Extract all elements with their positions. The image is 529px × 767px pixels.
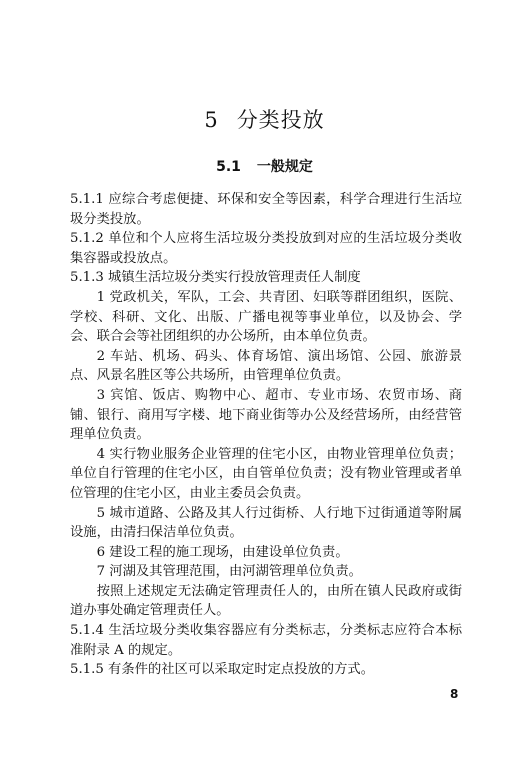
clause-5-1-2: 5.1.2 单位和个人应将生活垃圾分类投放到对应的生活垃圾分类收集容器或投放点。	[70, 231, 462, 266]
clause-5-1-1: 5.1.1 应综合考虑便捷、环保和安全等因素，科学合理进行生活垃圾分类投放。	[70, 192, 462, 227]
clause-5-1-3-item-7: 7 河湖及其管理范围，由河湖管理单位负责。	[96, 564, 362, 580]
chapter-title: 分类投放	[236, 108, 325, 132]
clause-5-1-4: 5.1.4 生活垃圾分类收集容器应有分类标志，分类标志应符合本标准附录 A 的规定。	[70, 623, 462, 658]
section-heading	[0, 156, 529, 176]
section-title: 一般规定	[256, 159, 313, 175]
clause-5-1-3-item-2: 2 车站、机场、码头、体育场馆、演出场馆、公园、旅游景点、风景名胜区等公共场所，由管理单位负责。	[70, 348, 462, 384]
clause-5-1-3-item-1: 1 党政机关，军队，工会、共青团、妇联等群团组织，医院、学校、科研、文化、出版、广播电视等事业单位，以及协会、学会、联合会等社团组织的办公场所，由本单位负责。	[70, 289, 462, 345]
section-number: 5.1	[216, 159, 241, 175]
clause-5-1-3-item-3: 3 宾馆、饭店、购物中心、超市、专业市场、农贸市场、商铺、银行、商用写字楼、地下商业街等办公及经营场所，由经营管理单位负责。	[70, 387, 462, 443]
clause-5-1-3: 5.1.3 城镇生活垃圾分类实行投放管理责任人制度	[70, 270, 361, 286]
page-number: 8	[450, 687, 459, 701]
clause-5-1-3-item-6: 6 建设工程的施工现场，由建设单位负责。	[96, 544, 349, 560]
clause-5-1-5: 5.1.5 有条件的社区可以采取定时定点投放的方式。	[70, 662, 374, 678]
clause-5-1-3-item-4: 4 实行物业服务企业管理的住宅小区，由物业管理单位负责；单位自行管理的住宅小区，由自管单位负责；没有物业管理或者单位管理的住宅小区，由业主委员会负责。	[70, 446, 462, 501]
clause-5-1-3-fallback: 按照上述规定无法确定管理责任人的，由所在镇人民政府或街道办事处确定管理责任人。	[70, 583, 462, 619]
clause-5-1-3-item-5: 5 城市道路、公路及其人行过街桥、人行地下过街通道等附属设施，由清扫保洁单位负责。	[70, 505, 462, 541]
chapter-heading	[0, 104, 529, 134]
body-text	[70, 190, 462, 680]
chapter-number: 5	[204, 108, 219, 132]
